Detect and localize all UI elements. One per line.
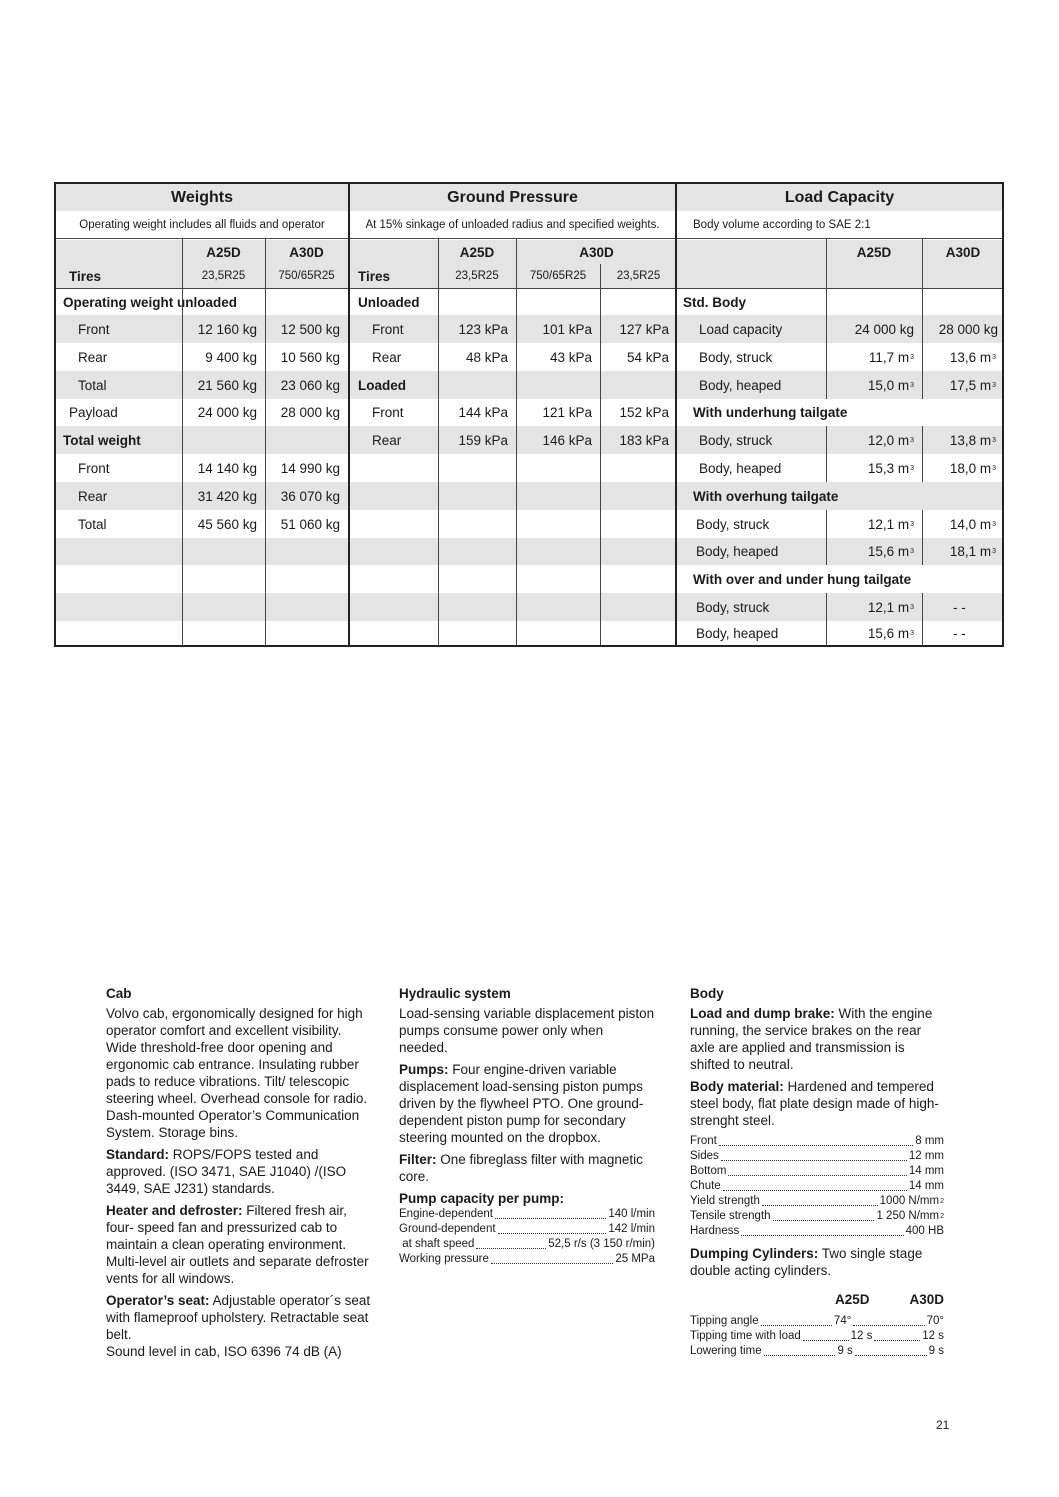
overunder-label: With over and under hung tailgate xyxy=(693,571,912,587)
body-cylinders: Dumping Cylinders: Two single stage double acting cylinders. xyxy=(690,1246,923,1278)
uh-heaped-label: Body, heaped xyxy=(699,460,782,476)
gp-l-rear-2: 146 kPa xyxy=(542,432,592,448)
spec-row: Yield strength 1000 N/mm 2 xyxy=(690,1195,944,1207)
oh-heaped-a30d: 18,1 m 3 xyxy=(949,544,996,559)
uh-struck-label: Body, struck xyxy=(699,432,773,448)
uh-struck-a25d: 12,0 m 3 xyxy=(867,432,914,448)
tipping-col-a25d: A25D xyxy=(834,1292,870,1307)
tipping-list xyxy=(690,1314,944,1359)
weights-tire-a30d: 750/65R25 xyxy=(278,270,335,282)
gp-unloaded-front-label: Front xyxy=(372,321,404,337)
gp-u-rear-3: 54 kPa xyxy=(626,349,669,365)
hydraulic-intro: Load-sensing variable displacement piston pumps consume power only when needed. xyxy=(399,1006,655,1055)
uh-heaped-a25d: 15,3 m 3 xyxy=(867,460,914,476)
tw-rear-a25d: 31 420 kg xyxy=(197,488,257,504)
ou-struck-a30d: - - xyxy=(953,599,966,615)
spec-row: Sides 12 mm xyxy=(690,1150,944,1162)
ou-heaped-a25d: 15,6 m 3 xyxy=(867,625,914,641)
weights-tire-a25d: 23,5R25 xyxy=(201,270,246,282)
op-total-a30d: 23 060 kg xyxy=(280,377,340,393)
op-front-a30d: 12 500 kg xyxy=(280,321,340,337)
op-rear-label: Rear xyxy=(78,349,108,365)
op-total-label: Total xyxy=(78,377,107,393)
spec-row: Tipping angle 74° 70° xyxy=(690,1315,944,1327)
body-spec-list xyxy=(690,1134,944,1239)
payload-label: Payload xyxy=(69,405,118,420)
cab-heater: Heater and defroster: Filtered fresh air, four- speed fan and pressurized cab to maintain a clean operating environment. Multi-level air outlets and separate defroster vents for all windows. xyxy=(106,1203,369,1286)
spec-row: Tensile strength 1 250 N/mm 2 xyxy=(690,1210,944,1222)
ground-col-a30d: A30D xyxy=(579,244,614,260)
pump-capacity-heading: Pump capacity per pump: xyxy=(399,1191,565,1206)
load-col-a30d: A30D xyxy=(945,244,981,260)
tw-total-a30d: 51 060 kg xyxy=(280,516,340,532)
lc-a30d: 28 000 kg xyxy=(938,321,998,337)
tipping-col-a30d: A30D xyxy=(909,1292,944,1307)
spec-row: Front 8 mm xyxy=(690,1135,944,1147)
gp-loaded-front-label: Front xyxy=(372,405,404,420)
tw-front-a25d: 14 140 kg xyxy=(197,460,257,476)
tw-total-a25d: 45 560 kg xyxy=(197,516,257,532)
oh-struck-a30d: 14,0 m 3 xyxy=(949,516,996,532)
gp-l-front-3: 152 kPa xyxy=(619,405,669,420)
spec-row: Working pressure 25 MPa xyxy=(399,1253,655,1265)
gp-u-front-3: 127 kPa xyxy=(619,321,669,337)
lc-a25d: 24 000 kg xyxy=(854,321,914,337)
ou-heaped-a30d: - - xyxy=(953,625,966,641)
body-brake: Load and dump brake: With the engine running, the service brakes on the rear axle are applied and transmission is shifted to neutral. xyxy=(690,1006,933,1072)
load-capacity-section xyxy=(675,184,1002,645)
cab-column xyxy=(106,985,371,1365)
body-material: Body material: Hardened and tempered steel body, flat plate design made of high-strenght steel. xyxy=(690,1079,939,1128)
gp-u-front-2: 101 kPa xyxy=(542,321,592,337)
hydraulic-pumps: Pumps: Four engine-driven variable displacement load-sensing piston pumps driven by the flywheel PTO. One ground-dependent piston pump for secondary steering mounted on the dropbox. xyxy=(399,1062,644,1145)
underhung-label: With underhung tailgate xyxy=(693,405,848,420)
payload-a30d: 28 000 kg xyxy=(280,405,340,420)
tw-total-label: Total xyxy=(78,516,107,532)
gp-u-rear-2: 43 kPa xyxy=(549,349,592,365)
oh-struck-label: Body, struck xyxy=(696,516,770,532)
gp-loaded-rear-label: Rear xyxy=(372,432,402,448)
spec-row: Bottom 14 mm xyxy=(690,1165,944,1177)
body-heading: Body xyxy=(690,986,724,1001)
ou-struck-a25d: 12,1 m 3 xyxy=(867,599,914,615)
gp-l-front-1: 144 kPa xyxy=(458,405,508,420)
op-weight-unloaded-label: Operating weight unloaded xyxy=(63,295,238,310)
ou-struck-label: Body, struck xyxy=(696,599,770,615)
load-col-a25d: A25D xyxy=(856,244,892,260)
std-heaped-label: Body, heaped xyxy=(699,377,782,393)
weights-title: Weights xyxy=(171,188,233,206)
std-body-label: Std. Body xyxy=(683,295,746,310)
tw-front-label: Front xyxy=(78,460,110,476)
spec-table xyxy=(54,182,1004,647)
weights-subtitle: Operating weight includes all fluids and operator xyxy=(79,218,325,231)
spec-row: Chute 14 mm xyxy=(690,1180,944,1192)
pump-capacity-list xyxy=(399,1207,655,1267)
hydraulic-heading: Hydraulic system xyxy=(399,986,511,1001)
body-column xyxy=(690,985,944,1359)
ground-tire-3: 23,5R25 xyxy=(616,270,661,282)
total-weight-label: Total weight xyxy=(63,432,141,448)
cab-intro: Volvo cab, ergonomically designed for high operator comfort and excellent visibility. Wide threshold-free door opening and ergonomic cab entrance. Insulating rubber pads to reduce vibrations. Tilt/ telescopic steering wheel. Overhead console for radio. Dash-mounted Operator’s Communication System. Storage bins. xyxy=(106,1006,368,1140)
gp-unloaded-rear-label: Rear xyxy=(372,349,402,365)
oh-heaped-a25d: 15,6 m 3 xyxy=(867,544,914,559)
ou-heaped-label: Body, heaped xyxy=(696,625,779,641)
weights-col-a30d: A30D xyxy=(289,244,324,260)
loaded-label: Loaded xyxy=(358,377,407,393)
gp-l-front-2: 121 kPa xyxy=(542,405,592,420)
cab-heading: Cab xyxy=(106,986,132,1001)
std-struck-label: Body, struck xyxy=(699,349,773,365)
gp-l-rear-3: 183 kPa xyxy=(619,432,669,448)
tw-front-a30d: 14 990 kg xyxy=(280,460,340,476)
ground-pressure-section xyxy=(348,184,675,645)
ground-tire-1: 23,5R25 xyxy=(455,270,499,282)
oh-struck-a25d: 12,1 m 3 xyxy=(867,516,914,532)
spec-row: Hardness 400 HB xyxy=(690,1225,944,1237)
std-struck-a25d: 11,7 m 3 xyxy=(868,349,914,365)
op-total-a25d: 21 560 kg xyxy=(197,377,257,393)
std-heaped-a25d: 15,0 m 3 xyxy=(867,377,914,393)
oh-heaped-label: Body, heaped xyxy=(696,544,779,559)
spec-row: at shaft speed 52,5 r/s (3 150 r/min) xyxy=(399,1238,655,1250)
spec-row: Lowering time 9 s 9 s xyxy=(690,1345,944,1357)
cab-seat: Operator’s seat: Adjustable operator´s seat with flameproof upholstery. Retractable seat belt. xyxy=(106,1293,371,1342)
hydraulic-column xyxy=(399,985,655,1267)
op-rear-a25d: 9 400 kg xyxy=(205,349,257,365)
op-rear-a30d: 10 560 kg xyxy=(280,349,340,365)
ground-tire-2: 750/65R25 xyxy=(529,270,587,282)
overhung-label: With overhung tailgate xyxy=(693,488,839,504)
ground-col-a25d: A25D xyxy=(459,244,495,260)
load-subtitle: Body volume according to SAE 2:1 xyxy=(693,218,871,231)
weights-tires-label: Tires xyxy=(69,268,102,284)
unloaded-label: Unloaded xyxy=(358,295,420,310)
uh-heaped-a30d: 18,0 m 3 xyxy=(949,460,996,476)
tw-rear-label: Rear xyxy=(78,488,108,504)
gp-l-rear-1: 159 kPa xyxy=(458,432,508,448)
ground-title: Ground Pressure xyxy=(447,188,578,206)
spec-row: Engine-dependent 140 l/min xyxy=(399,1208,655,1220)
op-front-label: Front xyxy=(78,321,110,337)
op-front-a25d: 12 160 kg xyxy=(197,321,257,337)
tw-rear-a30d: 36 070 kg xyxy=(280,488,340,504)
ground-subtitle: At 15% sinkage of unloaded radius and specified weights. xyxy=(365,218,660,231)
weights-section xyxy=(56,184,348,645)
page-number: 21 xyxy=(936,1418,950,1432)
hydraulic-filter: Filter: One fibreglass filter with magnetic core. xyxy=(399,1152,643,1184)
cab-sound: Sound level in cab, ISO 6396 74 dB (A) xyxy=(106,1344,342,1359)
std-heaped-a30d: 17,5 m 3 xyxy=(949,377,996,393)
load-capacity-label: Load capacity xyxy=(699,321,783,337)
spec-row: Tipping time with load 12 s 12 s xyxy=(690,1330,945,1342)
weights-col-a25d: A25D xyxy=(206,244,241,260)
cab-standard: Standard: ROPS/FOPS tested and approved. (ISO 3471, SAE J1040) /(ISO 3449, SAE J231) standards. xyxy=(106,1147,347,1196)
ground-tires-label: Tires xyxy=(358,268,391,284)
gp-u-rear-1: 48 kPa xyxy=(465,349,508,365)
uh-struck-a30d: 13,8 m 3 xyxy=(949,432,996,448)
tipping-header xyxy=(690,1291,944,1308)
std-struck-a30d: 13,6 m 3 xyxy=(949,349,996,365)
payload-a25d: 24 000 kg xyxy=(197,405,257,420)
load-title: Load Capacity xyxy=(784,188,895,206)
spec-row: Ground-dependent 142 l/min xyxy=(399,1223,655,1235)
gp-u-front-1: 123 kPa xyxy=(458,321,508,337)
